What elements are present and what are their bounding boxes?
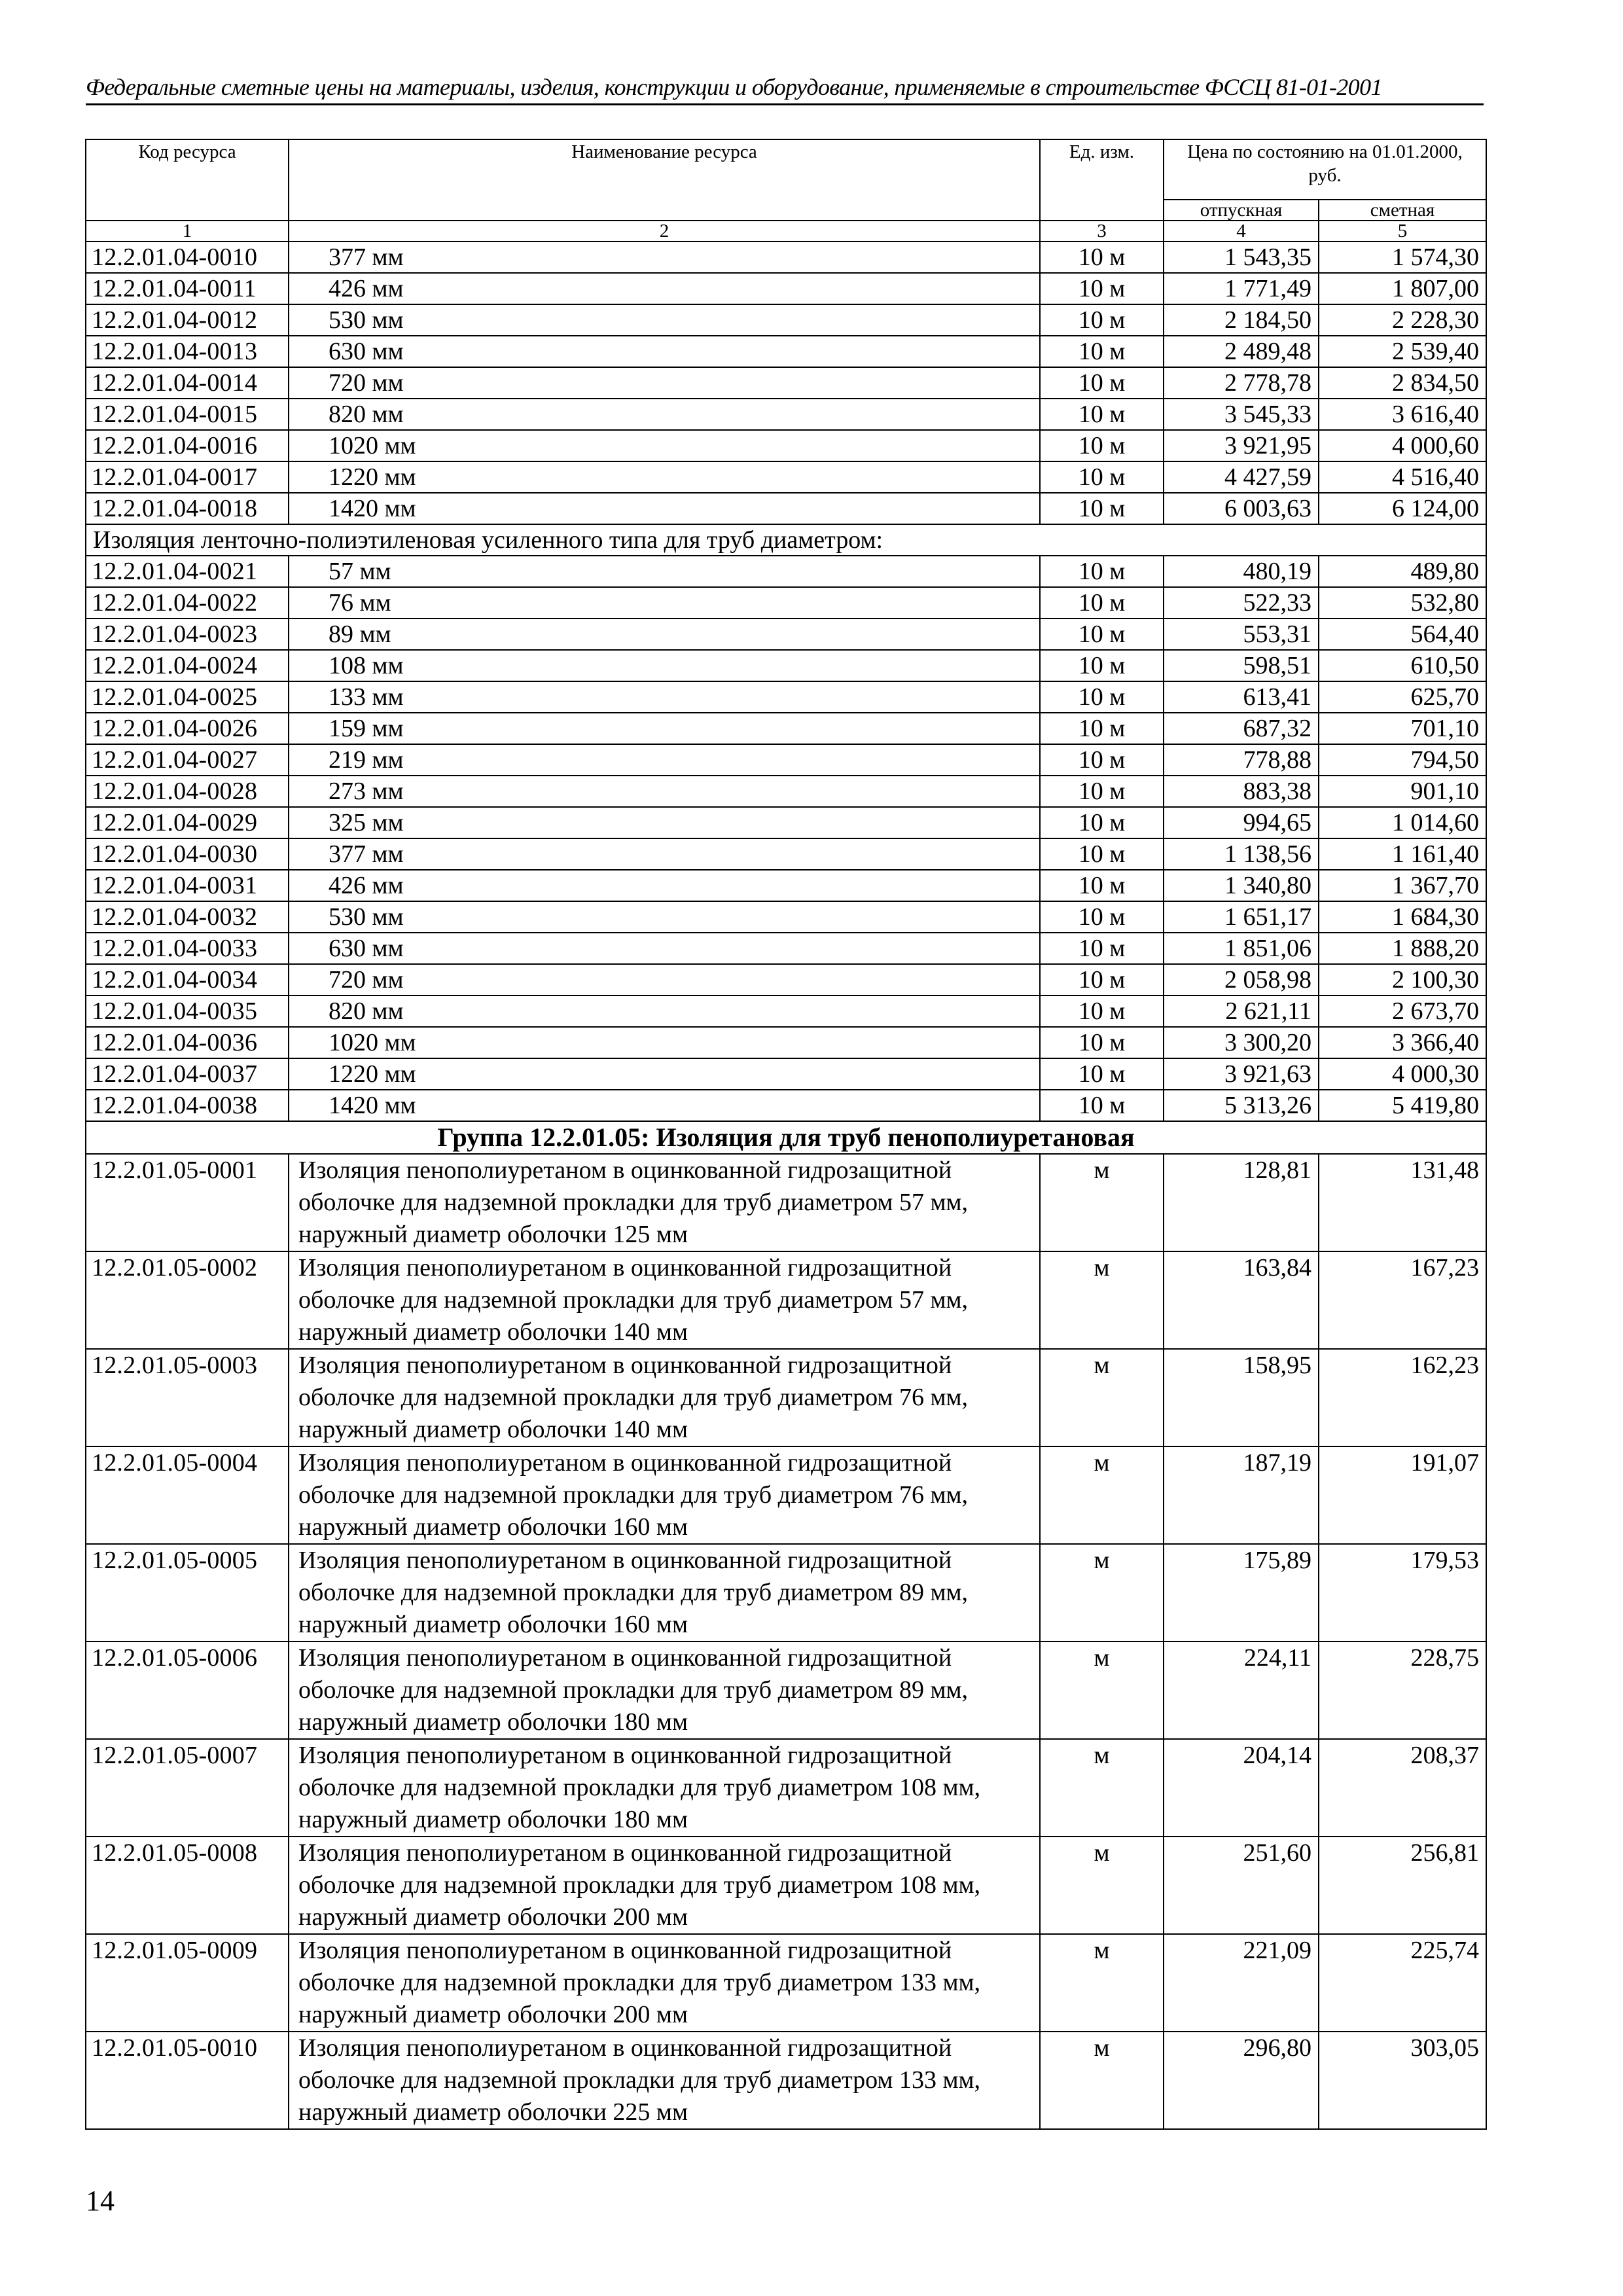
resource-code: 12.2.01.05-0002	[86, 1251, 289, 1349]
release-price: 158,95	[1164, 1349, 1319, 1446]
header-rule	[86, 103, 1484, 105]
unit-of-measure: 10 м	[1040, 901, 1164, 933]
resource-name: Изоляция пенополиуретаном в оцинкованной гидрозащитной оболочке для надземной прокладки для труб диаметром 57 мм, наружный диаметр оболочки 140 мм	[289, 1251, 1040, 1349]
unit-of-measure: 10 м	[1040, 964, 1164, 996]
resource-name: 159 мм	[289, 713, 1040, 744]
unit-of-measure: 10 м	[1040, 587, 1164, 619]
release-price: 3 300,20	[1164, 1027, 1319, 1058]
resource-code: 12.2.01.04-0034	[86, 964, 289, 996]
table-row	[86, 838, 1486, 870]
release-price: 224,11	[1164, 1641, 1319, 1739]
estimate-price: 2 100,30	[1319, 964, 1486, 996]
estimate-price: 191,07	[1319, 1446, 1486, 1544]
table-row	[86, 1739, 1486, 1837]
table-row	[86, 1027, 1486, 1058]
unit-of-measure: 10 м	[1040, 336, 1164, 367]
release-price: 128,81	[1164, 1154, 1319, 1251]
estimate-price: 6 124,00	[1319, 493, 1486, 524]
release-price: 778,88	[1164, 744, 1319, 776]
table-row	[86, 807, 1486, 838]
table-row	[86, 304, 1486, 336]
resource-code: 12.2.01.04-0023	[86, 619, 289, 650]
table-row	[86, 964, 1486, 996]
resource-code: 12.2.01.04-0036	[86, 1027, 289, 1058]
table-row	[86, 1090, 1486, 1121]
table-row	[86, 242, 1486, 273]
unit-of-measure: 10 м	[1040, 619, 1164, 650]
unit-of-measure: 10 м	[1040, 1058, 1164, 1090]
resource-code: 12.2.01.04-0012	[86, 304, 289, 336]
unit-of-measure: 10 м	[1040, 807, 1164, 838]
estimate-price: 256,81	[1319, 1837, 1486, 1934]
release-price: 687,32	[1164, 713, 1319, 744]
resource-name: 1420 мм	[289, 1090, 1040, 1121]
unit-of-measure: м	[1040, 1349, 1164, 1446]
unit-of-measure: 10 м	[1040, 430, 1164, 461]
resource-code: 12.2.01.04-0017	[86, 461, 289, 493]
release-price: 251,60	[1164, 1837, 1319, 1934]
column-number: 3	[1040, 221, 1164, 242]
resource-code: 12.2.01.04-0035	[86, 996, 289, 1027]
estimate-price: 5 419,80	[1319, 1090, 1486, 1121]
estimate-price: 1 014,60	[1319, 807, 1486, 838]
release-price: 1 651,17	[1164, 901, 1319, 933]
unit-of-measure: м	[1040, 2032, 1164, 2129]
subheading: Изоляция ленточно-полиэтиленовая усиленного типа для труб диаметром:	[86, 524, 1486, 556]
table-row	[86, 1251, 1486, 1349]
estimate-price: 610,50	[1319, 650, 1486, 681]
table-row	[86, 1934, 1486, 2032]
resource-name: 1220 мм	[289, 1058, 1040, 1090]
resource-code: 12.2.01.05-0009	[86, 1934, 289, 2032]
resource-code: 12.2.01.04-0029	[86, 807, 289, 838]
resource-name: 530 мм	[289, 304, 1040, 336]
release-price: 3 921,95	[1164, 430, 1319, 461]
resource-name: 1020 мм	[289, 1027, 1040, 1058]
unit-of-measure: 10 м	[1040, 461, 1164, 493]
estimate-price: 1 684,30	[1319, 901, 1486, 933]
estimate-price: 701,10	[1319, 713, 1486, 744]
column-number: 4	[1164, 221, 1319, 242]
resource-name: 273 мм	[289, 776, 1040, 807]
release-price: 613,41	[1164, 681, 1319, 713]
release-price: 2 621,11	[1164, 996, 1319, 1027]
resource-code: 12.2.01.04-0038	[86, 1090, 289, 1121]
estimate-price: 2 539,40	[1319, 336, 1486, 367]
resource-name: 630 мм	[289, 336, 1040, 367]
estimate-price: 532,80	[1319, 587, 1486, 619]
release-price: 480,19	[1164, 556, 1319, 587]
resource-code: 12.2.01.04-0027	[86, 744, 289, 776]
page-number: 14	[86, 2185, 115, 2217]
table-row	[86, 273, 1486, 304]
release-price: 598,51	[1164, 650, 1319, 681]
resource-code: 12.2.01.04-0016	[86, 430, 289, 461]
unit-of-measure: 10 м	[1040, 1027, 1164, 1058]
unit-of-measure: 10 м	[1040, 650, 1164, 681]
resource-code: 12.2.01.05-0003	[86, 1349, 289, 1446]
estimate-price: 4 516,40	[1319, 461, 1486, 493]
running-head: Федеральные сметные цены на материалы, изделия, конструкции и оборудование, применяемые в строительстве ФССЦ 81-01-2001	[86, 74, 1382, 100]
estimate-price: 179,53	[1319, 1544, 1486, 1641]
resource-code: 12.2.01.04-0014	[86, 367, 289, 399]
unit-of-measure: 10 м	[1040, 933, 1164, 964]
resource-name: Изоляция пенополиуретаном в оцинкованной гидрозащитной оболочке для надземной прокладки для труб диаметром 89 мм, наружный диаметр оболочки 160 мм	[289, 1544, 1040, 1641]
estimate-price: 4 000,60	[1319, 430, 1486, 461]
unit-of-measure: 10 м	[1040, 681, 1164, 713]
resource-name: Изоляция пенополиуретаном в оцинкованной гидрозащитной оболочке для надземной прокладки для труб диаметром 89 мм, наружный диаметр оболочки 180 мм	[289, 1641, 1040, 1739]
unit-of-measure: м	[1040, 1544, 1164, 1641]
table-row	[86, 619, 1486, 650]
unit-of-measure: м	[1040, 1154, 1164, 1251]
resource-code: 12.2.01.05-0004	[86, 1446, 289, 1544]
price-table	[85, 139, 1487, 2130]
resource-name: 1420 мм	[289, 493, 1040, 524]
unit-of-measure: м	[1040, 1934, 1164, 2032]
resource-name: 377 мм	[289, 242, 1040, 273]
release-price: 883,38	[1164, 776, 1319, 807]
resource-code: 12.2.01.04-0013	[86, 336, 289, 367]
estimate-price: 1 807,00	[1319, 273, 1486, 304]
resource-name: 820 мм	[289, 996, 1040, 1027]
estimate-price: 2 673,70	[1319, 996, 1486, 1027]
release-price: 296,80	[1164, 2032, 1319, 2129]
table-row	[86, 367, 1486, 399]
release-price: 522,33	[1164, 587, 1319, 619]
header-release-price: отпускная	[1164, 200, 1319, 221]
unit-of-measure: м	[1040, 1641, 1164, 1739]
release-price: 1 851,06	[1164, 933, 1319, 964]
resource-name: 820 мм	[289, 399, 1040, 430]
release-price: 2 184,50	[1164, 304, 1319, 336]
unit-of-measure: 10 м	[1040, 493, 1164, 524]
release-price: 1 771,49	[1164, 273, 1319, 304]
resource-code: 12.2.01.04-0015	[86, 399, 289, 430]
unit-of-measure: м	[1040, 1837, 1164, 1934]
resource-code: 12.2.01.05-0005	[86, 1544, 289, 1641]
unit-of-measure: 10 м	[1040, 870, 1164, 901]
resource-name: 377 мм	[289, 838, 1040, 870]
table-row	[86, 996, 1486, 1027]
header-name: Наименование ресурса	[289, 139, 1040, 221]
resource-code: 12.2.01.04-0025	[86, 681, 289, 713]
estimate-price: 1 367,70	[1319, 870, 1486, 901]
table-row	[86, 430, 1486, 461]
resource-code: 12.2.01.05-0008	[86, 1837, 289, 1934]
resource-code: 12.2.01.05-0010	[86, 2032, 289, 2129]
column-number-row	[86, 221, 1486, 242]
table-row	[86, 1446, 1486, 1544]
resource-code: 12.2.01.05-0001	[86, 1154, 289, 1251]
estimate-price: 4 000,30	[1319, 1058, 1486, 1090]
estimate-price: 162,23	[1319, 1349, 1486, 1446]
unit-of-measure: 10 м	[1040, 367, 1164, 399]
resource-name: 325 мм	[289, 807, 1040, 838]
table-row	[86, 650, 1486, 681]
resource-code: 12.2.01.04-0028	[86, 776, 289, 807]
unit-of-measure: 10 м	[1040, 996, 1164, 1027]
table-row	[86, 461, 1486, 493]
resource-code: 12.2.01.04-0037	[86, 1058, 289, 1090]
resource-name: 76 мм	[289, 587, 1040, 619]
table-row	[86, 744, 1486, 776]
table-row	[86, 399, 1486, 430]
resource-name: 720 мм	[289, 964, 1040, 996]
table-row	[86, 1058, 1486, 1090]
unit-of-measure: 10 м	[1040, 242, 1164, 273]
table-row	[86, 1837, 1486, 1934]
unit-of-measure: м	[1040, 1251, 1164, 1349]
table-row	[86, 901, 1486, 933]
unit-of-measure: 10 м	[1040, 399, 1164, 430]
estimate-price: 1 888,20	[1319, 933, 1486, 964]
header-price-group: Цена по состоянию на 01.01.2000, руб.	[1164, 139, 1486, 200]
release-price: 2 778,78	[1164, 367, 1319, 399]
resource-code: 12.2.01.04-0018	[86, 493, 289, 524]
release-price: 4 427,59	[1164, 461, 1319, 493]
table-row	[86, 2032, 1486, 2129]
table-row	[86, 587, 1486, 619]
group-heading-row	[86, 1121, 1486, 1154]
resource-name: 57 мм	[289, 556, 1040, 587]
table-row	[86, 556, 1486, 587]
estimate-price: 225,74	[1319, 1934, 1486, 2032]
resource-code: 12.2.01.04-0032	[86, 901, 289, 933]
table-row	[86, 1154, 1486, 1251]
resource-name: Изоляция пенополиуретаном в оцинкованной гидрозащитной оболочке для надземной прокладки для труб диаметром 57 мм, наружный диаметр оболочки 125 мм	[289, 1154, 1040, 1251]
resource-name: 720 мм	[289, 367, 1040, 399]
resource-name: 426 мм	[289, 273, 1040, 304]
estimate-price: 3 366,40	[1319, 1027, 1486, 1058]
release-price: 187,19	[1164, 1446, 1319, 1544]
release-price: 2 489,48	[1164, 336, 1319, 367]
table-row	[86, 713, 1486, 744]
release-price: 994,65	[1164, 807, 1319, 838]
group-heading: Группа 12.2.01.05: Изоляция для труб пенополиуретановая	[86, 1121, 1486, 1154]
release-price: 2 058,98	[1164, 964, 1319, 996]
release-price: 3 545,33	[1164, 399, 1319, 430]
resource-name: Изоляция пенополиуретаном в оцинкованной гидрозащитной оболочке для надземной прокладки для труб диаметром 108 мм, наружный диаметр оболочки 200 мм	[289, 1837, 1040, 1934]
estimate-price: 303,05	[1319, 2032, 1486, 2129]
release-price: 5 313,26	[1164, 1090, 1319, 1121]
resource-name: Изоляция пенополиуретаном в оцинкованной гидрозащитной оболочке для надземной прокладки для труб диаметром 133 мм, наружный диаметр оболочки 225 мм	[289, 2032, 1040, 2129]
table-row	[86, 870, 1486, 901]
column-number: 1	[86, 221, 289, 242]
unit-of-measure: 10 м	[1040, 556, 1164, 587]
resource-code: 12.2.01.04-0010	[86, 242, 289, 273]
unit-of-measure: 10 м	[1040, 273, 1164, 304]
estimate-price: 2 228,30	[1319, 304, 1486, 336]
resource-name: 1020 мм	[289, 430, 1040, 461]
table-row	[86, 1544, 1486, 1641]
release-price: 204,14	[1164, 1739, 1319, 1837]
resource-name: Изоляция пенополиуретаном в оцинкованной гидрозащитной оболочке для надземной прокладки для труб диаметром 133 мм, наружный диаметр оболочки 200 мм	[289, 1934, 1040, 2032]
unit-of-measure: 10 м	[1040, 838, 1164, 870]
resource-code: 12.2.01.05-0007	[86, 1739, 289, 1837]
resource-code: 12.2.01.04-0011	[86, 273, 289, 304]
estimate-price: 208,37	[1319, 1739, 1486, 1837]
table-row	[86, 933, 1486, 964]
table-row	[86, 1641, 1486, 1739]
resource-name: 1220 мм	[289, 461, 1040, 493]
table-row	[86, 1349, 1486, 1446]
subheading-row	[86, 524, 1486, 556]
unit-of-measure: м	[1040, 1739, 1164, 1837]
estimate-price: 3 616,40	[1319, 399, 1486, 430]
resource-code: 12.2.01.04-0030	[86, 838, 289, 870]
release-price: 1 138,56	[1164, 838, 1319, 870]
estimate-price: 625,70	[1319, 681, 1486, 713]
release-price: 3 921,63	[1164, 1058, 1319, 1090]
resource-name: 89 мм	[289, 619, 1040, 650]
estimate-price: 564,40	[1319, 619, 1486, 650]
resource-name: 630 мм	[289, 933, 1040, 964]
unit-of-measure: 10 м	[1040, 1090, 1164, 1121]
resource-code: 12.2.01.04-0033	[86, 933, 289, 964]
resource-name: 219 мм	[289, 744, 1040, 776]
unit-of-measure: 10 м	[1040, 776, 1164, 807]
resource-name: 108 мм	[289, 650, 1040, 681]
estimate-price: 1 574,30	[1319, 242, 1486, 273]
column-number: 5	[1319, 221, 1486, 242]
release-price: 163,84	[1164, 1251, 1319, 1349]
resource-name: 133 мм	[289, 681, 1040, 713]
table-row	[86, 681, 1486, 713]
unit-of-measure: 10 м	[1040, 713, 1164, 744]
header-code: Код ресурса	[86, 139, 289, 221]
unit-of-measure: 10 м	[1040, 304, 1164, 336]
estimate-price: 167,23	[1319, 1251, 1486, 1349]
header-estimate-price: сметная	[1319, 200, 1486, 221]
estimate-price: 2 834,50	[1319, 367, 1486, 399]
resource-name: Изоляция пенополиуретаном в оцинкованной гидрозащитной оболочке для надземной прокладки для труб диаметром 76 мм, наружный диаметр оболочки 160 мм	[289, 1446, 1040, 1544]
resource-name: Изоляция пенополиуретаном в оцинкованной гидрозащитной оболочке для надземной прокладки для труб диаметром 76 мм, наружный диаметр оболочки 140 мм	[289, 1349, 1040, 1446]
resource-code: 12.2.01.04-0024	[86, 650, 289, 681]
header-unit: Ед. изм.	[1040, 139, 1164, 221]
estimate-price: 1 161,40	[1319, 838, 1486, 870]
estimate-price: 901,10	[1319, 776, 1486, 807]
estimate-price: 131,48	[1319, 1154, 1486, 1251]
table-row	[86, 493, 1486, 524]
release-price: 221,09	[1164, 1934, 1319, 2032]
estimate-price: 794,50	[1319, 744, 1486, 776]
resource-name: 426 мм	[289, 870, 1040, 901]
table-row	[86, 336, 1486, 367]
unit-of-measure: м	[1040, 1446, 1164, 1544]
table-header-row	[86, 139, 1486, 200]
resource-name: Изоляция пенополиуретаном в оцинкованной гидрозащитной оболочке для надземной прокладки для труб диаметром 108 мм, наружный диаметр оболочки 180 мм	[289, 1739, 1040, 1837]
release-price: 1 543,35	[1164, 242, 1319, 273]
resource-code: 12.2.01.04-0021	[86, 556, 289, 587]
estimate-price: 489,80	[1319, 556, 1486, 587]
release-price: 553,31	[1164, 619, 1319, 650]
resource-name: 530 мм	[289, 901, 1040, 933]
estimate-price: 228,75	[1319, 1641, 1486, 1739]
resource-code: 12.2.01.04-0026	[86, 713, 289, 744]
resource-code: 12.2.01.04-0031	[86, 870, 289, 901]
release-price: 175,89	[1164, 1544, 1319, 1641]
release-price: 6 003,63	[1164, 493, 1319, 524]
release-price: 1 340,80	[1164, 870, 1319, 901]
unit-of-measure: 10 м	[1040, 744, 1164, 776]
column-number: 2	[289, 221, 1040, 242]
table-row	[86, 776, 1486, 807]
resource-code: 12.2.01.04-0022	[86, 587, 289, 619]
resource-code: 12.2.01.05-0006	[86, 1641, 289, 1739]
